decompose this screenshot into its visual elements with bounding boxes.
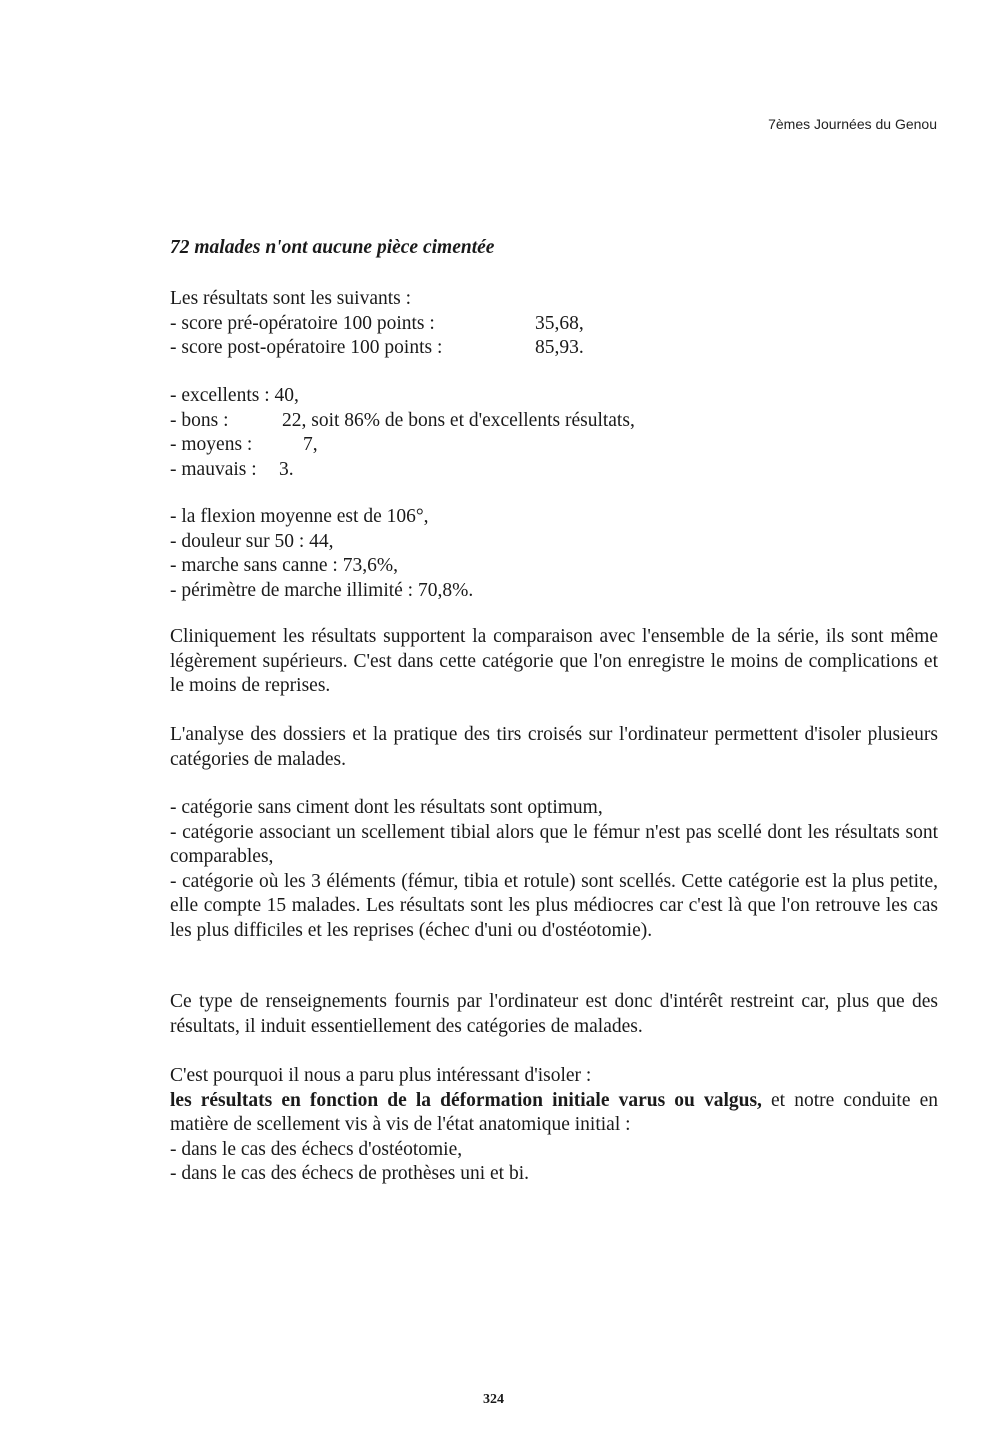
score-value: 35,68, xyxy=(535,312,584,334)
score-label: - score post-opératoire 100 points : xyxy=(170,337,443,358)
conclusion-block xyxy=(170,1064,938,1187)
emphasis-text: les résultats en fonction de la déformation initiale varus ou valgus, xyxy=(170,1089,762,1111)
paragraph-intro: C'est pourquoi il nous a paru plus intéressant d'isoler : xyxy=(170,1065,592,1086)
paragraph xyxy=(170,625,938,699)
page-number: 324 xyxy=(483,1392,504,1407)
paragraph-text: Ce type de renseignements fournis par l'ordinateur est donc d'intérêt restreint car, plus que des résultats, il induit essentiellement des catégories de malades. xyxy=(170,991,938,1037)
results-intro: Les résultats sont les suivants : xyxy=(170,288,412,309)
grade-value: 7, xyxy=(303,434,318,455)
grade-row-moyens xyxy=(170,433,938,458)
paragraph-text xyxy=(170,1089,938,1138)
list-item: - catégorie associant un scellement tibial alors que le fémur n'est pas scellé dont les résultats sont comparables, xyxy=(170,821,938,867)
list-item: - périmètre de marche illimité : 70,8%. xyxy=(170,579,474,601)
grade-value: 3. xyxy=(279,458,294,480)
list-item: - dans le cas des échecs d'ostéotomie, xyxy=(170,1138,463,1160)
score-row xyxy=(170,312,938,337)
paragraph-text: L'analyse des dossiers et la pratique des tirs croisés sur l'ordinateur permettent d'isoler plusieurs catégories de malades. xyxy=(170,724,938,770)
list-item: - dans le cas des échecs de prothèses uni et bi. xyxy=(170,1163,529,1184)
section-heading: 72 malades n'ont aucune pièce cimentée xyxy=(170,237,495,258)
grade-label: - mauvais : xyxy=(170,458,257,480)
list-item: - catégorie où les 3 éléments (fémur, tibia et rotule) sont scellés. Cette catégorie est la plus petite, elle compte 15 malades. Les résultats sont les plus médiocres car c'est là que l'on retrouve les cas les plus difficiles et les reprises (échec d'uni ou d'ostéotomie). xyxy=(170,870,938,941)
list-item: - douleur sur 50 : 44, xyxy=(170,530,334,552)
grade-row-mauvais xyxy=(170,458,938,483)
paragraph-continuation: et notre conduite en matière de scellement vis à vis de l'état anatomique initial : xyxy=(170,1089,938,1135)
metrics-list xyxy=(170,505,938,603)
list-item: - marche sans canne : 73,6%, xyxy=(170,555,398,576)
grade-label: - bons : xyxy=(170,409,229,431)
results-block xyxy=(170,287,938,361)
grade-row-excellents xyxy=(170,384,938,409)
list-item: - la flexion moyenne est de 106°, xyxy=(170,506,429,527)
list-item: - catégorie sans ciment dont les résultats sont optimum, xyxy=(170,797,603,818)
grades-block xyxy=(170,384,938,482)
grade-value: 40, xyxy=(274,385,299,406)
score-value: 85,93. xyxy=(535,337,584,358)
score-row xyxy=(170,336,938,361)
paragraph xyxy=(170,723,938,772)
grade-row-bons xyxy=(170,409,938,434)
grade-label: - moyens : xyxy=(170,434,253,455)
grade-label: - excellents : xyxy=(170,385,270,406)
running-header: 7èmes Journées du Genou xyxy=(768,116,937,132)
paragraph-text: Cliniquement les résultats supportent la comparaison avec l'ensemble de la série, ils sont même légèrement supérieurs. C'est dans cette catégorie que l'on enregistre le moins de complications et le moins de reprises. xyxy=(170,626,938,696)
paragraph xyxy=(170,990,938,1039)
categories-list xyxy=(170,796,938,943)
grade-value: 22, soit 86% de bons et d'excellents résultats, xyxy=(282,409,635,431)
score-label: - score pré-opératoire 100 points : xyxy=(170,312,435,334)
